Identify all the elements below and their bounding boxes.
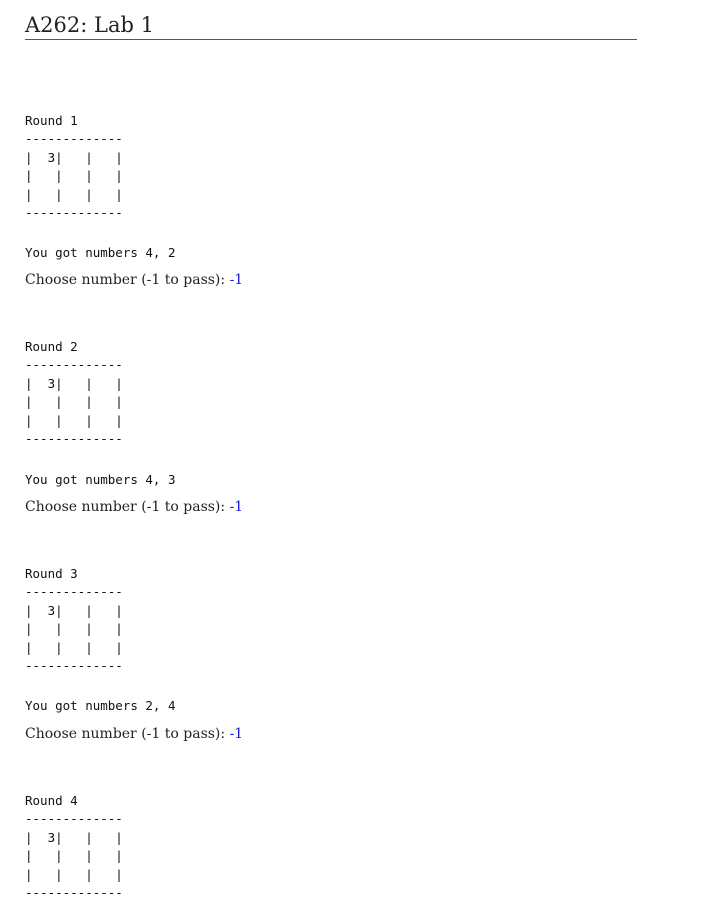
board-line: | 3| | | <box>25 829 123 845</box>
board-line: | 3| | | <box>25 149 123 165</box>
board-line: | | | | <box>25 639 123 655</box>
page-title: A262: Lab 1 <box>25 13 154 37</box>
board-line: | 3| | | <box>25 602 123 618</box>
board-line: | | | | <box>25 412 123 428</box>
board-line: ------------- <box>25 357 123 373</box>
round-label: Round 1 <box>25 113 78 128</box>
round-label: Round 4 <box>25 793 78 808</box>
round-block-3 <box>25 565 123 675</box>
round-label: Round 2 <box>25 339 78 354</box>
title-rule <box>25 39 637 40</box>
numbers-line: You got numbers 4, 2 <box>25 245 176 260</box>
board-line: ------------- <box>25 584 123 600</box>
prompt-text: Choose number (-1 to pass): <box>25 726 230 742</box>
board-line: | | | | <box>25 866 123 882</box>
board-line: | | | | <box>25 848 123 864</box>
choose-prompt <box>25 271 243 289</box>
input-value: -1 <box>229 726 244 742</box>
board-line: ------------- <box>25 205 123 221</box>
board-line: ------------- <box>25 811 123 827</box>
choose-prompt <box>25 498 243 516</box>
board-line: | | | | <box>25 186 123 202</box>
board-line: ------------- <box>25 885 123 901</box>
round-label: Round 3 <box>25 566 78 581</box>
board-line: ------------- <box>25 658 123 674</box>
prompt-text: Choose number (-1 to pass): <box>25 272 230 288</box>
round-block-1 <box>25 112 123 222</box>
board-line: | | | | <box>25 394 123 410</box>
input-value: -1 <box>229 272 244 288</box>
board-line: | | | | <box>25 621 123 637</box>
input-value: -1 <box>229 499 244 515</box>
board-line: ------------- <box>25 131 123 147</box>
numbers-line: You got numbers 4, 3 <box>25 472 176 487</box>
board-line: | 3| | | <box>25 375 123 391</box>
choose-prompt <box>25 725 243 743</box>
numbers-line: You got numbers 2, 4 <box>25 698 176 713</box>
round-block-4 <box>25 792 123 902</box>
prompt-text: Choose number (-1 to pass): <box>25 499 230 515</box>
round-block-2 <box>25 338 123 448</box>
board-line: ------------- <box>25 431 123 447</box>
board-line: | | | | <box>25 168 123 184</box>
notebook-page <box>25 0 637 901</box>
